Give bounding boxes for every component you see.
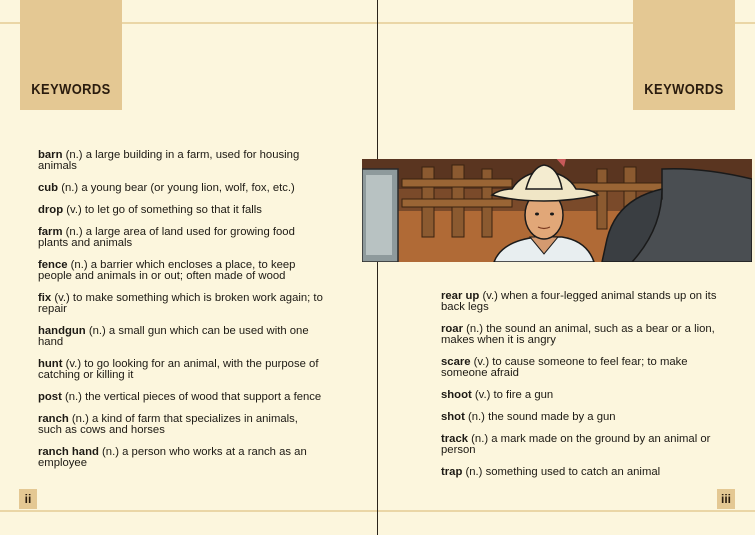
glossary-term: track [441, 433, 469, 445]
glossary-term: rear up [441, 290, 480, 302]
glossary-term: farm [38, 226, 63, 238]
cowboy-illustration [362, 159, 752, 262]
glossary-term: roar [441, 323, 463, 335]
page-gutter [377, 0, 378, 535]
glossary-entry [441, 357, 726, 379]
glossary-entry [38, 260, 323, 282]
glossary-entry [441, 412, 726, 423]
glossary-entry [38, 447, 323, 469]
glossary-term: fix [38, 292, 52, 304]
glossary-term: post [38, 391, 62, 403]
glossary-entry [38, 392, 323, 403]
glossary-term: hunt [38, 358, 63, 370]
glossary-term: handgun [38, 325, 86, 337]
glossary-definition: (v.) to fire a gun [471, 389, 554, 401]
right-glossary-list [441, 291, 726, 489]
glossary-definition: (v.) to let go of something so that it falls [63, 204, 262, 216]
glossary-definition: (n.) a person who works at a ranch as an employee [38, 446, 307, 469]
glossary-term: drop [38, 204, 64, 216]
glossary-entry [38, 205, 323, 216]
glossary-definition: (v.) to make something which is broken work again; to repair [38, 292, 323, 315]
glossary-entry [441, 324, 726, 346]
glossary-entry [38, 183, 323, 194]
glossary-term: ranch hand [38, 446, 99, 458]
glossary-definition: (v.) to go looking for an animal, with the purpose of catching or killing it [38, 358, 319, 381]
glossary-definition: (n.) a mark made on the ground by an animal or person [441, 433, 711, 456]
glossary-definition: (n.) something used to catch an animal [462, 466, 661, 478]
glossary-definition: (n.) the sound an animal, such as a bear or a lion, makes when it is angry [441, 323, 715, 346]
glossary-entry [441, 434, 726, 456]
glossary-entry [441, 390, 726, 401]
glossary-term: fence [38, 259, 68, 271]
glossary-term: shot [441, 411, 465, 423]
glossary-term: scare [441, 356, 471, 368]
glossary-definition: (n.) a barrier which encloses a place, to keep people and animals in or out; often made of wood [38, 259, 296, 282]
glossary-entry [441, 467, 726, 478]
glossary-definition: (n.) a small gun which can be used with one hand [38, 325, 309, 348]
glossary-term: ranch [38, 413, 69, 425]
glossary-definition: (n.) the vertical pieces of wood that support a fence [61, 391, 322, 403]
glossary-definition: (n.) a large building in a farm, used for housing animals [38, 149, 300, 172]
glossary-definition: (n.) a kind of farm that specializes in animals, such as cows and horses [38, 413, 298, 436]
glossary-definition: (n.) a young bear (or young lion, wolf, fox, etc.) [58, 182, 295, 194]
glossary-entry [38, 293, 323, 315]
glossary-definition: (n.) a large area of land used for growing food plants and animals [38, 226, 295, 249]
right-page-heading: KEYWORDS [644, 81, 724, 98]
left-page-number: ii [19, 489, 37, 509]
glossary-entry [38, 326, 323, 348]
right-page-number: iii [717, 489, 735, 509]
right-heading-tab [633, 0, 735, 110]
glossary-entry [38, 359, 323, 381]
glossary-entry [441, 291, 726, 313]
left-glossary-list [38, 150, 323, 480]
glossary-entry [38, 227, 323, 249]
glossary-term: cub [38, 182, 59, 194]
glossary-term: barn [38, 149, 63, 161]
glossary-entry [38, 150, 323, 172]
glossary-definition: (n.) the sound made by a gun [464, 411, 616, 423]
glossary-definition: (v.) when a four-legged animal stands up on its back legs [441, 290, 717, 313]
left-heading-tab [20, 0, 122, 110]
glossary-definition: (v.) to cause someone to feel fear; to make someone afraid [441, 356, 688, 379]
glossary-term: trap [441, 466, 463, 478]
glossary-term: shoot [441, 389, 472, 401]
left-page-heading: KEYWORDS [31, 81, 111, 98]
glossary-entry [38, 414, 323, 436]
